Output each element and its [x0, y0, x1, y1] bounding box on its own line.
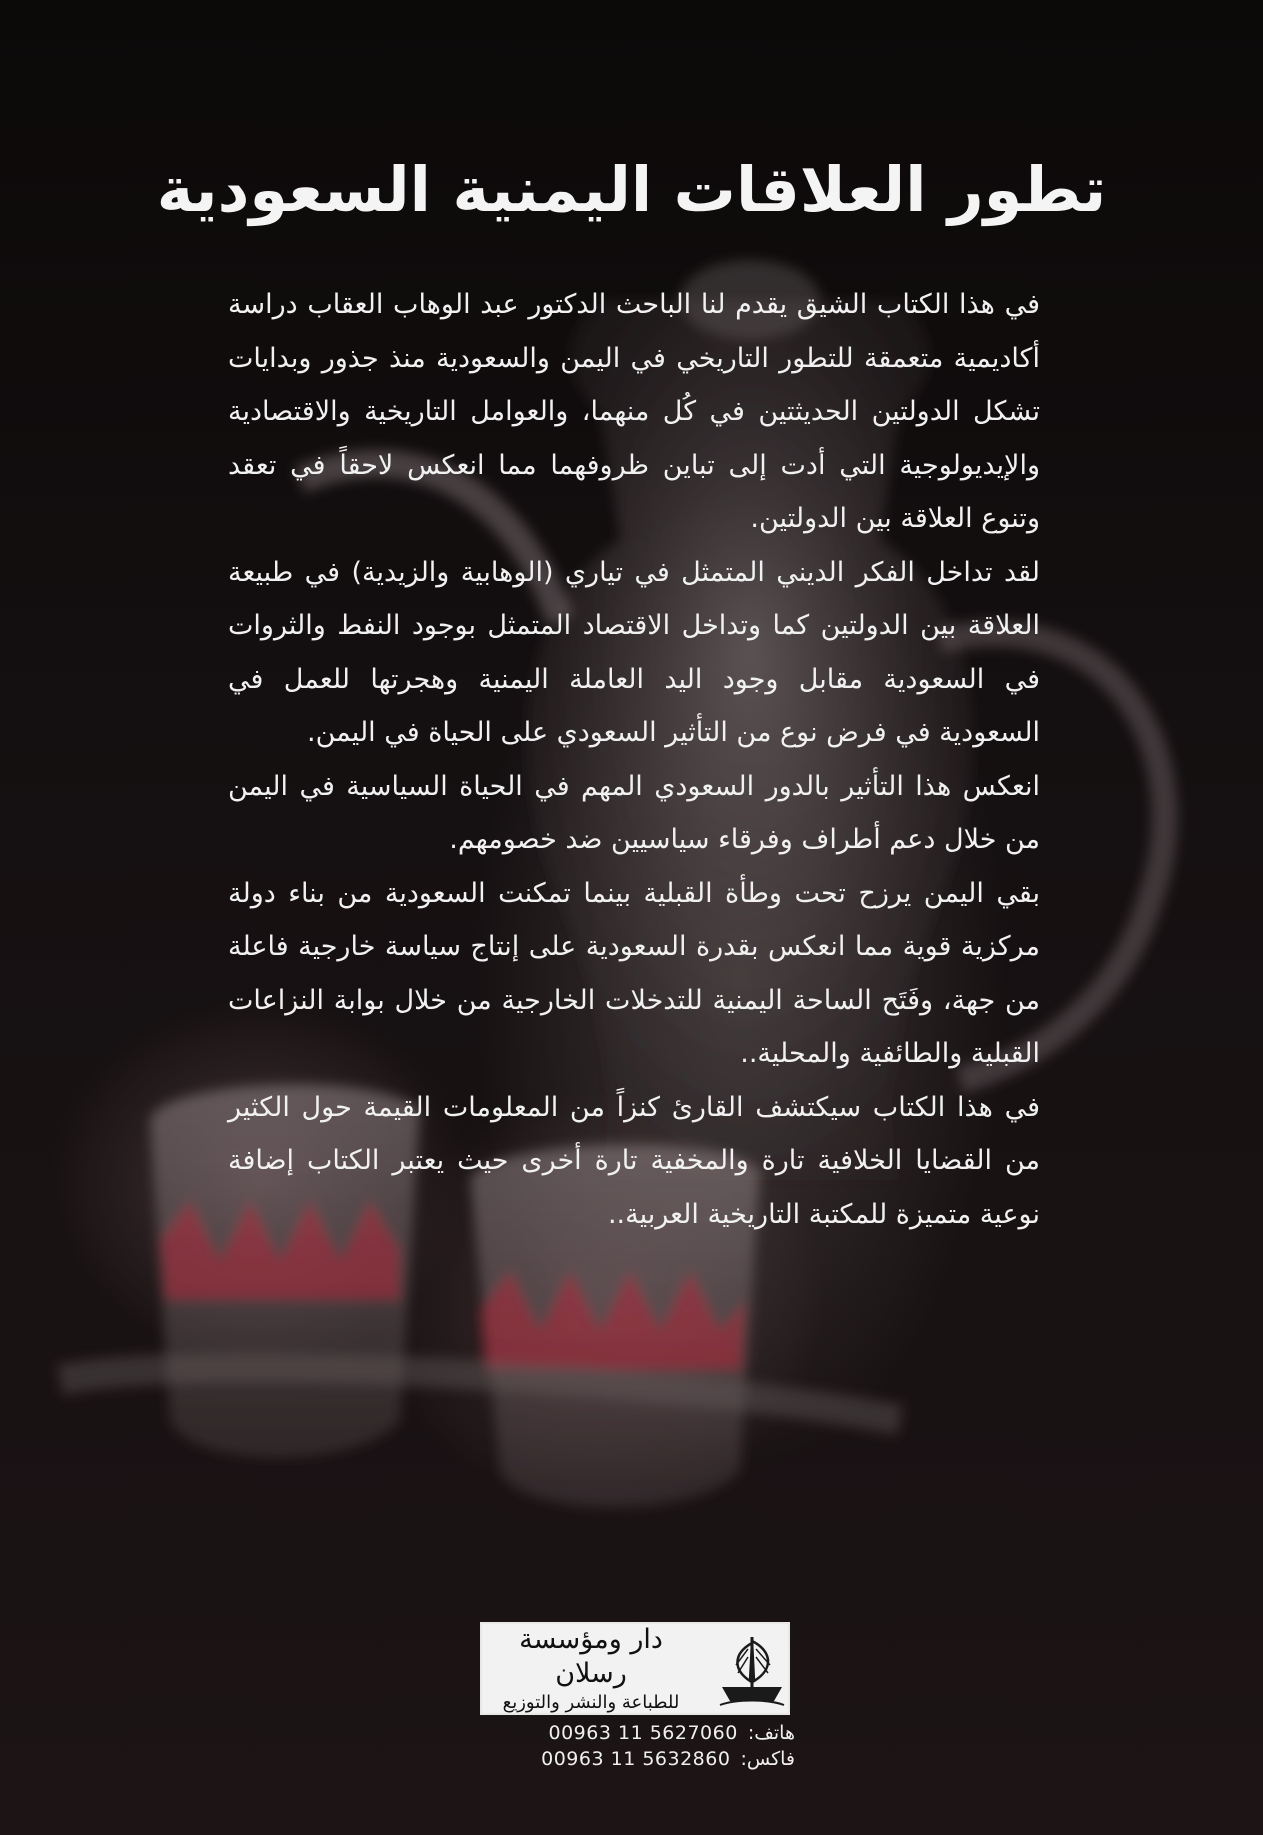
- publisher-logo-box: [480, 1622, 790, 1715]
- fax-number: 00963 11 5632860: [541, 1748, 731, 1770]
- book-title: تطور العلاقات اليمنية السعودية: [156, 153, 1107, 226]
- fax-row: [495, 1746, 795, 1772]
- synopsis-text: [228, 278, 1040, 1241]
- synopsis-paragraph: في هذا الكتاب الشيق يقدم لنا الباحث الدكتور عبد الوهاب العقاب دراسة أكاديمية متعمقة للتطور التاريخي في اليمن والسعودية منذ جذور وبدايات تشكل الدولتين الحديثتين في كُل منهما، والعوامل التاريخية والاقتصادية والإيديولوجية التي أدت إلى تباين ظروفهما مما انعكس لاحقاً في تعقد وتنوع العلاقة بين الدولتين.: [228, 289, 1040, 534]
- synopsis-paragraph: انعكس هذا التأثير بالدور السعودي المهم في الحياة السياسية في اليمن من خلال دعم أطراف وفرقاء سياسيين ضد خصومهم.: [228, 770, 1040, 855]
- publisher-name: دار ومؤسسة رسلان: [519, 1623, 663, 1689]
- synopsis-paragraph: لقد تداخل الفكر الديني المتمثل في تياري (الوهابية والزيدية) في طبيعة العلاقة بين الدولتين كما وتداخل الاقتصاد المتمثل بوجود النفط والثروات في السعودية مقابل وجود اليد العاملة اليمنية وهجرتها للعمل في السعودية في فرض نوع من التأثير السعودي على الحياة في اليمن.: [228, 556, 1040, 748]
- fax-label: فاكس:: [740, 1748, 795, 1770]
- publisher-text: [482, 1623, 708, 1715]
- ship-icon: [716, 1629, 788, 1709]
- phone-number: 00963 11 5627060: [548, 1722, 738, 1744]
- publisher-subtitle: للطباعة والنشر والتوزيع: [502, 1691, 680, 1713]
- phone-row: [495, 1720, 795, 1746]
- synopsis-paragraph: في هذا الكتاب سيكتشف القارئ كنزاً من المعلومات القيمة حول الكثير من القضايا الخلافية تارة والمخفية تارة أخرى حيث يعتبر الكتاب إضافة نوعية متميزة للمكتبة التاريخية العربية..: [228, 1091, 1040, 1230]
- phone-label: هاتف:: [747, 1722, 795, 1744]
- synopsis-paragraph: بقي اليمن يرزح تحت وطأة القبلية بينما تمكنت السعودية من بناء دولة مركزية قوية مما انعكس بقدرة السعودية على إنتاج سياسة خارجية فاعلة من جهة، وفَتَح الساحة اليمنية للتدخلات الخارجية من خلال بوابة النزاعات القبلية والطائفية والمحلية..: [228, 877, 1040, 1069]
- contact-info: [495, 1720, 795, 1772]
